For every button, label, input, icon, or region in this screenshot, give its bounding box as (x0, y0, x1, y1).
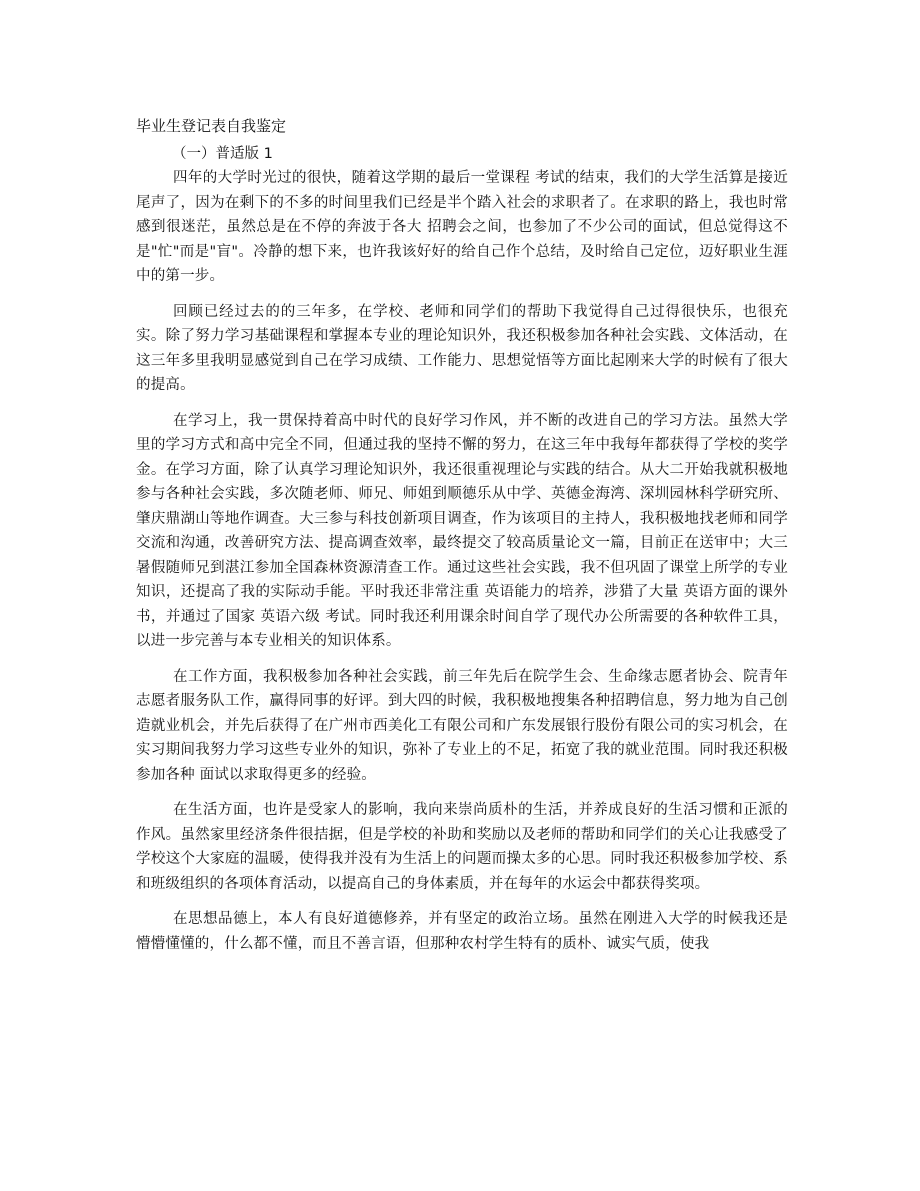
paragraph-review: 回顾已经过去的的三年多，在学校、老师和同学们的帮助下我觉得自己过得很快乐，也很充实。除了努力学习基础课程和掌握本专业的理论知识外，我还积极参加各种社会实践、文体活动，在这三年多里我明显感觉到自己在学习成绩、工作能力、思想觉悟等方面比起刚来大学的时候有了很大的提高。 (136, 303, 788, 393)
document-title: 毕业生登记表自我鉴定 (136, 117, 287, 135)
paragraph-intro: 四年的大学时光过的很快，随着这学期的最后一堂课程 考试的结束，我们的大学生活算是接近尾声了，因为在剩下的不多的时间里我们已经是半个踏入社会的求职者了。在求职的路上，我也时常感到很迷茫，虽然总是在不停的奔波于各大 招聘会之间，也参加了不少公司的面试，但总觉得这不是"忙"而是"盲"。冷静的想下来，也许我该好好的给自己作个总结，及时给自己定位，迈好职业生涯中的第一步。 (136, 170, 788, 284)
paragraph-work: 在工作方面，我积极参加各种社会实践，前三年先后在院学生会、生命缘志愿者协会、院青年志愿者服务队工作，赢得同事的好评。到大四的时候，我积极地搜集各种招聘信息，努力地为自己创造就业机会，并先后获得了在广州市西美化工有限公司和广东发展银行股份有限公司的实习机会，在实习期间我努力学习这些专业外的知识，弥补了专业上的不足，拓宽了我的就业范围。同时我还积极参加各种 面试以求取得更多的经验。 (136, 668, 788, 783)
paragraph-morality: 在思想品德上，本人有良好道德修养，并有坚定的政治立场。虽然在刚进入大学的时候我还是懵懵懂懂的，什么都不懂，而且不善言语，但那种农村学生特有的质朴、诚实气质，使我 (136, 911, 788, 952)
paragraph-life: 在生活方面，也许是受家人的影响，我向来崇尚质朴的生活，并养成良好的生活习惯和正派的作风。虽然家里经济条件很拮据，但是学校的补助和奖励以及老师的帮助和同学们的关心让我感受了学校这个大家庭的温暖，使得我并没有为生活上的问题而操太多的心思。同时我还积极参加学校、系和班级组织的各项体育活动，以提高自己的身体素质，并在每年的水运会中都获得奖项。 (136, 802, 788, 892)
document-subtitle: （一）普适版 1 (172, 146, 273, 162)
paragraph-study: 在学习上，我一贯保持着高中时代的良好学习作风，并不断的改进自己的学习方法。虽然大学里的学习方式和高中完全不同，但通过我的坚持不懈的努力，在这三年中我每年都获得了学校的奖学金。在学习方面，除了认真学习理论知识外，我还很重视理论与实践的结合。从大二开始我就积极地参与各种社会实践，多次随老师、师兄、师姐到顺德乐从中学、英德金海湾、深圳园林科学研究所、肇庆鼎湖山等地作调查。大三参与科技创新项目调查，作为该项目的主持人，我积极地找老师和同学交流和沟通，改善研究方法、提高调查效率，最终提交了较高质量论文一篇，目前正在送审中；大三暑假随师兄到湛江参加全国森林资源清查工作。通过这些社会实践，我不但巩固了课堂上所学的专业知识，还提高了我的实际动手能。平时我还非常注重 英语能力的培养，涉猎了大量 英语方面的课外书，并通过了国家 英语六级 考试。同时我还利用课余时间自学了现代办公所需要的各种软件工具，以进一步完善与本专业相关的知识体系。 (136, 412, 788, 649)
document-body (136, 166, 788, 967)
